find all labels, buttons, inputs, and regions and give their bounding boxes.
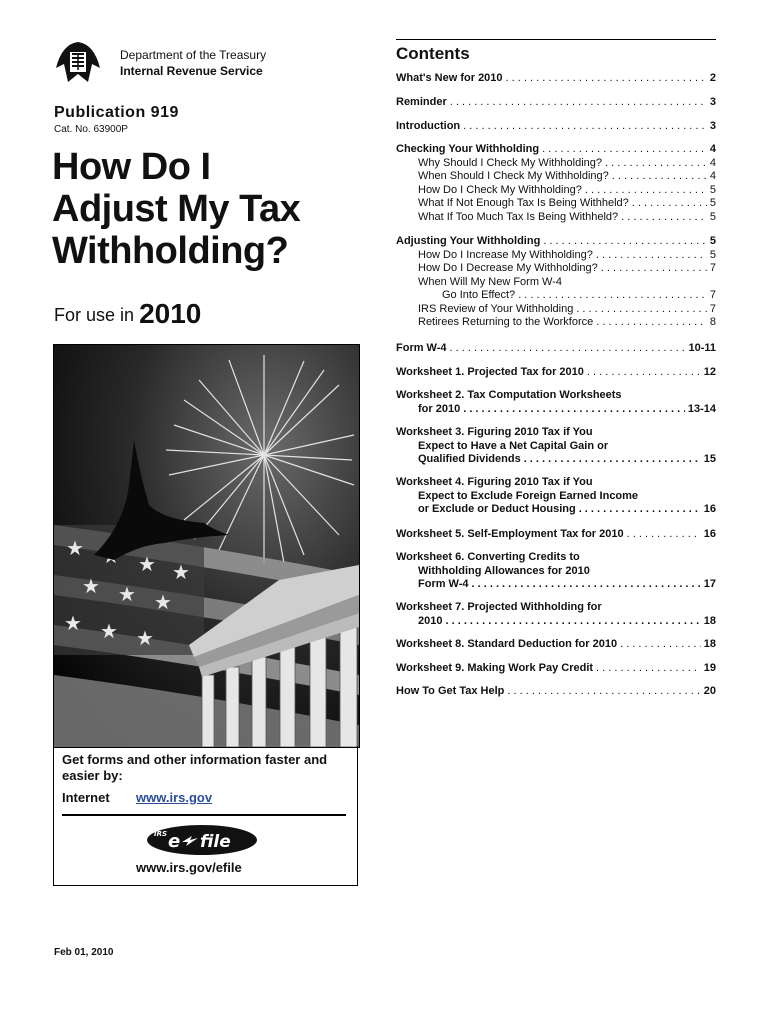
efile-link[interactable]: www.irs.gov/efile — [136, 860, 242, 875]
title-line-1: How Do I — [52, 146, 211, 188]
toc-label: Worksheet 9. Making Work Pay Credit — [396, 662, 594, 674]
toc-label: Retirees Returning to the Workforce — [418, 316, 594, 328]
toc-label: How Do I Check My Withholding? — [418, 183, 582, 196]
svg-text:★: ★ — [66, 536, 84, 560]
toc-label: Worksheet 8. Standard Deduction for 2010 — [396, 638, 618, 650]
toc-label: Reminder — [396, 96, 447, 108]
toc-whats-new[interactable] — [396, 72, 716, 86]
toc-worksheet-2[interactable] — [396, 389, 716, 416]
toc-sub-item[interactable] — [396, 170, 716, 184]
toc-sub-item[interactable] — [396, 249, 716, 263]
contents-top-rule — [396, 39, 716, 40]
toc-page: 10-11 — [688, 342, 716, 354]
toc-page: 5 — [709, 197, 716, 209]
title-line-3: Withholding? — [52, 230, 289, 272]
irs-website-link[interactable]: www.irs.gov — [136, 790, 213, 805]
toc-page: 5 — [709, 210, 716, 223]
toc-page: 5 — [709, 183, 716, 196]
toc-sub-item[interactable] — [396, 303, 716, 317]
svg-text:file: file — [200, 832, 231, 852]
toc-label: Adjusting Your Withholding — [396, 235, 541, 247]
toc-introduction[interactable] — [396, 120, 716, 134]
toc-sub-item[interactable] — [396, 157, 716, 171]
toc-sub-item[interactable] — [396, 184, 716, 198]
toc-sub-item[interactable] — [396, 316, 716, 330]
toc-label: Worksheet 7. Projected Withholding for — [396, 601, 602, 613]
svg-text:★: ★ — [100, 619, 118, 643]
toc-worksheet-8[interactable] — [396, 638, 716, 652]
toc-label: Worksheet 6. Converting Credits to — [396, 551, 580, 563]
svg-text:★: ★ — [136, 626, 154, 650]
toc-page: 20 — [703, 685, 716, 697]
toc-page: 5 — [709, 248, 716, 261]
cover-illustration — [53, 344, 360, 748]
toc-adjusting[interactable] — [396, 235, 716, 249]
toc-page: 4 — [709, 156, 716, 169]
toc-label: When Will My New Form W-4 — [418, 275, 563, 288]
toc-page: 12 — [703, 366, 716, 378]
toc-reminder[interactable] — [396, 96, 716, 110]
toc-worksheet-3[interactable] — [396, 426, 716, 467]
toc-page: 13-14 — [687, 402, 716, 415]
toc-page: 16 — [703, 503, 716, 515]
info-divider — [62, 814, 346, 816]
svg-text:★: ★ — [82, 574, 100, 598]
toc-page: 15 — [703, 453, 716, 465]
toc-label: When Should I Check My Withholding? — [418, 170, 609, 182]
toc-page: 8 — [709, 316, 716, 328]
toc-label: Why Should I Check My Withholding? — [418, 156, 603, 169]
toc-label: for 2010 — [418, 402, 461, 415]
toc-checking-section — [396, 143, 716, 224]
catalog-number: Cat. No. 63900P — [54, 124, 128, 135]
toc-label: Form W-4 — [418, 578, 469, 590]
toc-label: Withholding Allowances for 2010 — [418, 564, 590, 577]
publication-number: Publication 919 — [54, 104, 179, 121]
toc-label: Form W-4 — [396, 342, 447, 354]
toc-page: 7 — [709, 262, 716, 274]
toc-label: What If Too Much Tax Is Being Withheld? — [418, 210, 619, 223]
toc-label: Expect to Have a Net Capital Gain or — [418, 439, 609, 452]
svg-text:★: ★ — [172, 560, 190, 584]
toc-label: How Do I Decrease My Withholding? — [418, 262, 598, 274]
toc-worksheet-6[interactable] — [396, 551, 716, 592]
toc-page: 4 — [709, 143, 716, 155]
revision-date: Feb 01, 2010 — [54, 947, 114, 958]
toc-label: What's New for 2010 — [396, 72, 503, 84]
toc-sub-item[interactable] — [396, 276, 716, 290]
agency-line: Internal Revenue Service — [120, 64, 263, 78]
toc-label: What If Not Enough Tax Is Being Withheld? — [418, 197, 629, 209]
toc-page: 7 — [709, 302, 716, 315]
toc-page: 17 — [703, 578, 716, 590]
toc-label: Worksheet 1. Projected Tax for 2010 — [396, 366, 584, 378]
toc-label: How Do I Increase My Withholding? — [418, 248, 593, 261]
toc-sub-item[interactable] — [396, 262, 716, 276]
toc-label: Expect to Exclude Foreign Earned Income — [418, 489, 639, 502]
toc-worksheet-4[interactable] — [396, 476, 716, 517]
department-line: Department of the Treasury — [120, 48, 267, 62]
toc-worksheet-7[interactable] — [396, 601, 716, 628]
toc-page: 7 — [709, 289, 716, 301]
for-use-prefix: For use in — [54, 305, 135, 325]
contents-heading: Contents — [396, 44, 470, 63]
toc-page: 18 — [703, 638, 716, 650]
title-line-2: Adjust My Tax — [52, 188, 301, 230]
toc-worksheet-5[interactable] — [396, 528, 716, 542]
toc-label: Worksheet 3. Figuring 2010 Tax if You — [396, 426, 593, 438]
efile-logo — [146, 824, 258, 856]
toc-page: 3 — [709, 96, 716, 108]
svg-text:IRS: IRS — [154, 830, 168, 838]
toc-form-w4[interactable] — [396, 342, 716, 356]
toc-label: Worksheet 2. Tax Computation Worksheets — [396, 389, 622, 401]
toc-sub-item[interactable] — [396, 289, 716, 303]
toc-checking[interactable] — [396, 143, 716, 157]
toc-label: How To Get Tax Help — [396, 685, 505, 697]
toc-label: Worksheet 4. Figuring 2010 Tax if You — [396, 476, 593, 488]
toc-tax-help[interactable] — [396, 685, 716, 699]
toc-label: Go Into Effect? — [442, 289, 516, 301]
svg-text:★: ★ — [64, 611, 82, 635]
toc-worksheet-9[interactable] — [396, 662, 716, 676]
toc-label: or Exclude or Deduct Housing — [418, 503, 576, 515]
toc-label: Qualified Dividends — [418, 453, 521, 465]
toc-page: 19 — [703, 662, 716, 674]
toc-page: 3 — [709, 120, 716, 132]
info-heading: Get forms and other information faster and easier by: — [62, 752, 328, 783]
toc-label: Checking Your Withholding — [396, 143, 540, 155]
toc-page: 5 — [709, 235, 716, 247]
toc-page: 16 — [703, 528, 716, 540]
toc-label: IRS Review of Your Withholding — [418, 302, 574, 315]
irs-eagle-logo — [52, 38, 104, 86]
svg-text:★: ★ — [154, 590, 172, 614]
toc-label: 2010 — [418, 614, 443, 627]
toc-page: 2 — [709, 72, 716, 84]
toc-label: Introduction — [396, 120, 461, 132]
svg-text:★: ★ — [138, 552, 156, 576]
for-use-year: 2010 — [139, 298, 202, 329]
svg-text:e: e — [168, 831, 181, 852]
toc-label: Worksheet 5. Self-Employment Tax for 2010 — [396, 528, 624, 540]
toc-page: 18 — [703, 614, 716, 627]
for-use-line — [54, 298, 201, 330]
toc-sub-item[interactable] — [396, 197, 716, 211]
info-box — [53, 746, 358, 886]
toc-page: 4 — [709, 170, 716, 182]
svg-text:★: ★ — [118, 582, 136, 606]
internet-label: Internet — [62, 790, 110, 805]
toc-adjusting-section — [396, 235, 716, 330]
toc-sub-item[interactable] — [396, 211, 716, 225]
toc-worksheet-1[interactable] — [396, 366, 716, 380]
